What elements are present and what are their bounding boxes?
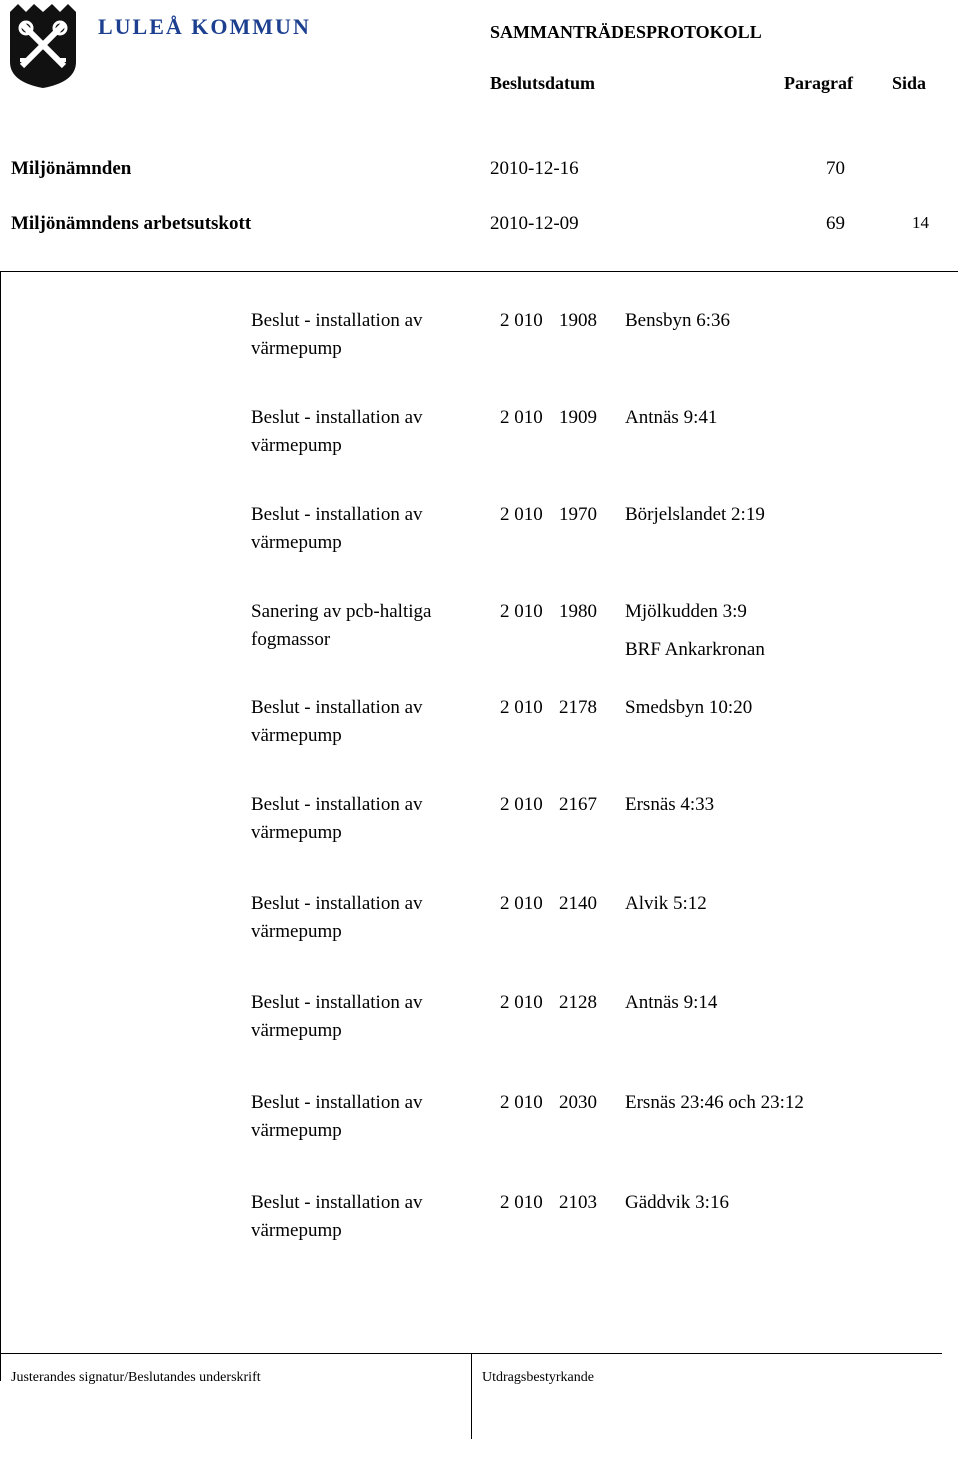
item-title: Beslut - installation av värmepump [251,310,423,359]
item-property: Smedsbyn 10:20 [625,697,753,718]
item-year: 2 010 [500,1092,543,1113]
item-title: Beslut - installation av värmepump [251,893,423,942]
list-item [251,307,951,399]
item-number: 2103 [559,1192,597,1213]
footer-column-divider [471,1353,472,1439]
item-year: 2 010 [500,697,543,718]
item-property: Alvik 5:12 [625,893,707,914]
list-item [251,404,951,496]
page-header: Sida [892,73,927,93]
left-border [0,271,1,1381]
item-title: Sanering av pcb-haltiga fogmassor [251,601,432,650]
item-property: Mjölkudden 3:9 [625,601,747,622]
item-year: 2 010 [500,1192,543,1213]
item-title: Beslut - installation av värmepump [251,1092,423,1141]
section-divider [0,271,958,272]
meeting-name: Miljönämnden [11,158,132,179]
paragraph-header: Paragraf [784,73,853,93]
item-year: 2 010 [500,893,543,914]
decision-date-header: Beslutsdatum [490,73,596,93]
item-year: 2 010 [500,992,543,1013]
item-title: Beslut - installation av värmepump [251,1192,423,1241]
certification-label: Utdragsbestyrkande [482,1370,594,1385]
meeting-date: 2010-12-09 [490,213,579,234]
item-title: Beslut - installation av värmepump [251,697,423,746]
item-title: Beslut - installation av värmepump [251,407,423,456]
item-year: 2 010 [500,794,543,815]
signature-label: Justerandes signatur/Beslutandes underskrift [11,1370,261,1385]
item-number: 2030 [559,1092,597,1113]
item-title: Beslut - installation av värmepump [251,794,423,843]
meeting-name: Miljönämndens arbetsutskott [11,213,252,234]
org-name: LULEÅ KOMMUN [98,14,311,39]
item-year: 2 010 [500,601,543,622]
item-property: Antnäs 9:41 [625,407,718,428]
list-item [251,598,951,690]
item-number: 1908 [559,310,597,331]
item-year: 2 010 [500,407,543,428]
item-number: 2128 [559,992,597,1013]
page-number: 14 [912,213,929,232]
list-item [251,1089,951,1181]
item-number: 2140 [559,893,597,914]
item-property: Bensbyn 6:36 [625,310,731,331]
item-year: 2 010 [500,504,543,525]
item-property: Ersnäs 23:46 och 23:12 [625,1092,804,1113]
list-item [251,989,951,1081]
item-number: 1909 [559,407,597,428]
item-year: 2 010 [500,310,543,331]
list-item [251,1189,951,1281]
item-property-extra: BRF Ankarkronan [625,639,765,660]
item-number: 2178 [559,697,597,718]
document-type: SAMMANTRÄDESPROTOKOLL [490,22,762,42]
meeting-paragraph: 70 [826,158,845,179]
item-property: Börjelslandet 2:19 [625,504,765,525]
item-number: 1980 [559,601,597,622]
list-item [251,694,951,786]
item-number: 1970 [559,504,597,525]
coat-of-arms-icon [8,2,78,88]
list-item [251,791,951,883]
item-title: Beslut - installation av värmepump [251,992,423,1041]
item-title: Beslut - installation av värmepump [251,504,423,553]
meeting-date: 2010-12-16 [490,158,579,179]
meeting-paragraph: 69 [826,213,845,234]
list-item [251,501,951,593]
list-item [251,890,951,982]
item-property: Gäddvik 3:16 [625,1192,729,1213]
item-property: Antnäs 9:14 [625,992,718,1013]
item-number: 2167 [559,794,597,815]
item-property: Ersnäs 4:33 [625,794,715,815]
